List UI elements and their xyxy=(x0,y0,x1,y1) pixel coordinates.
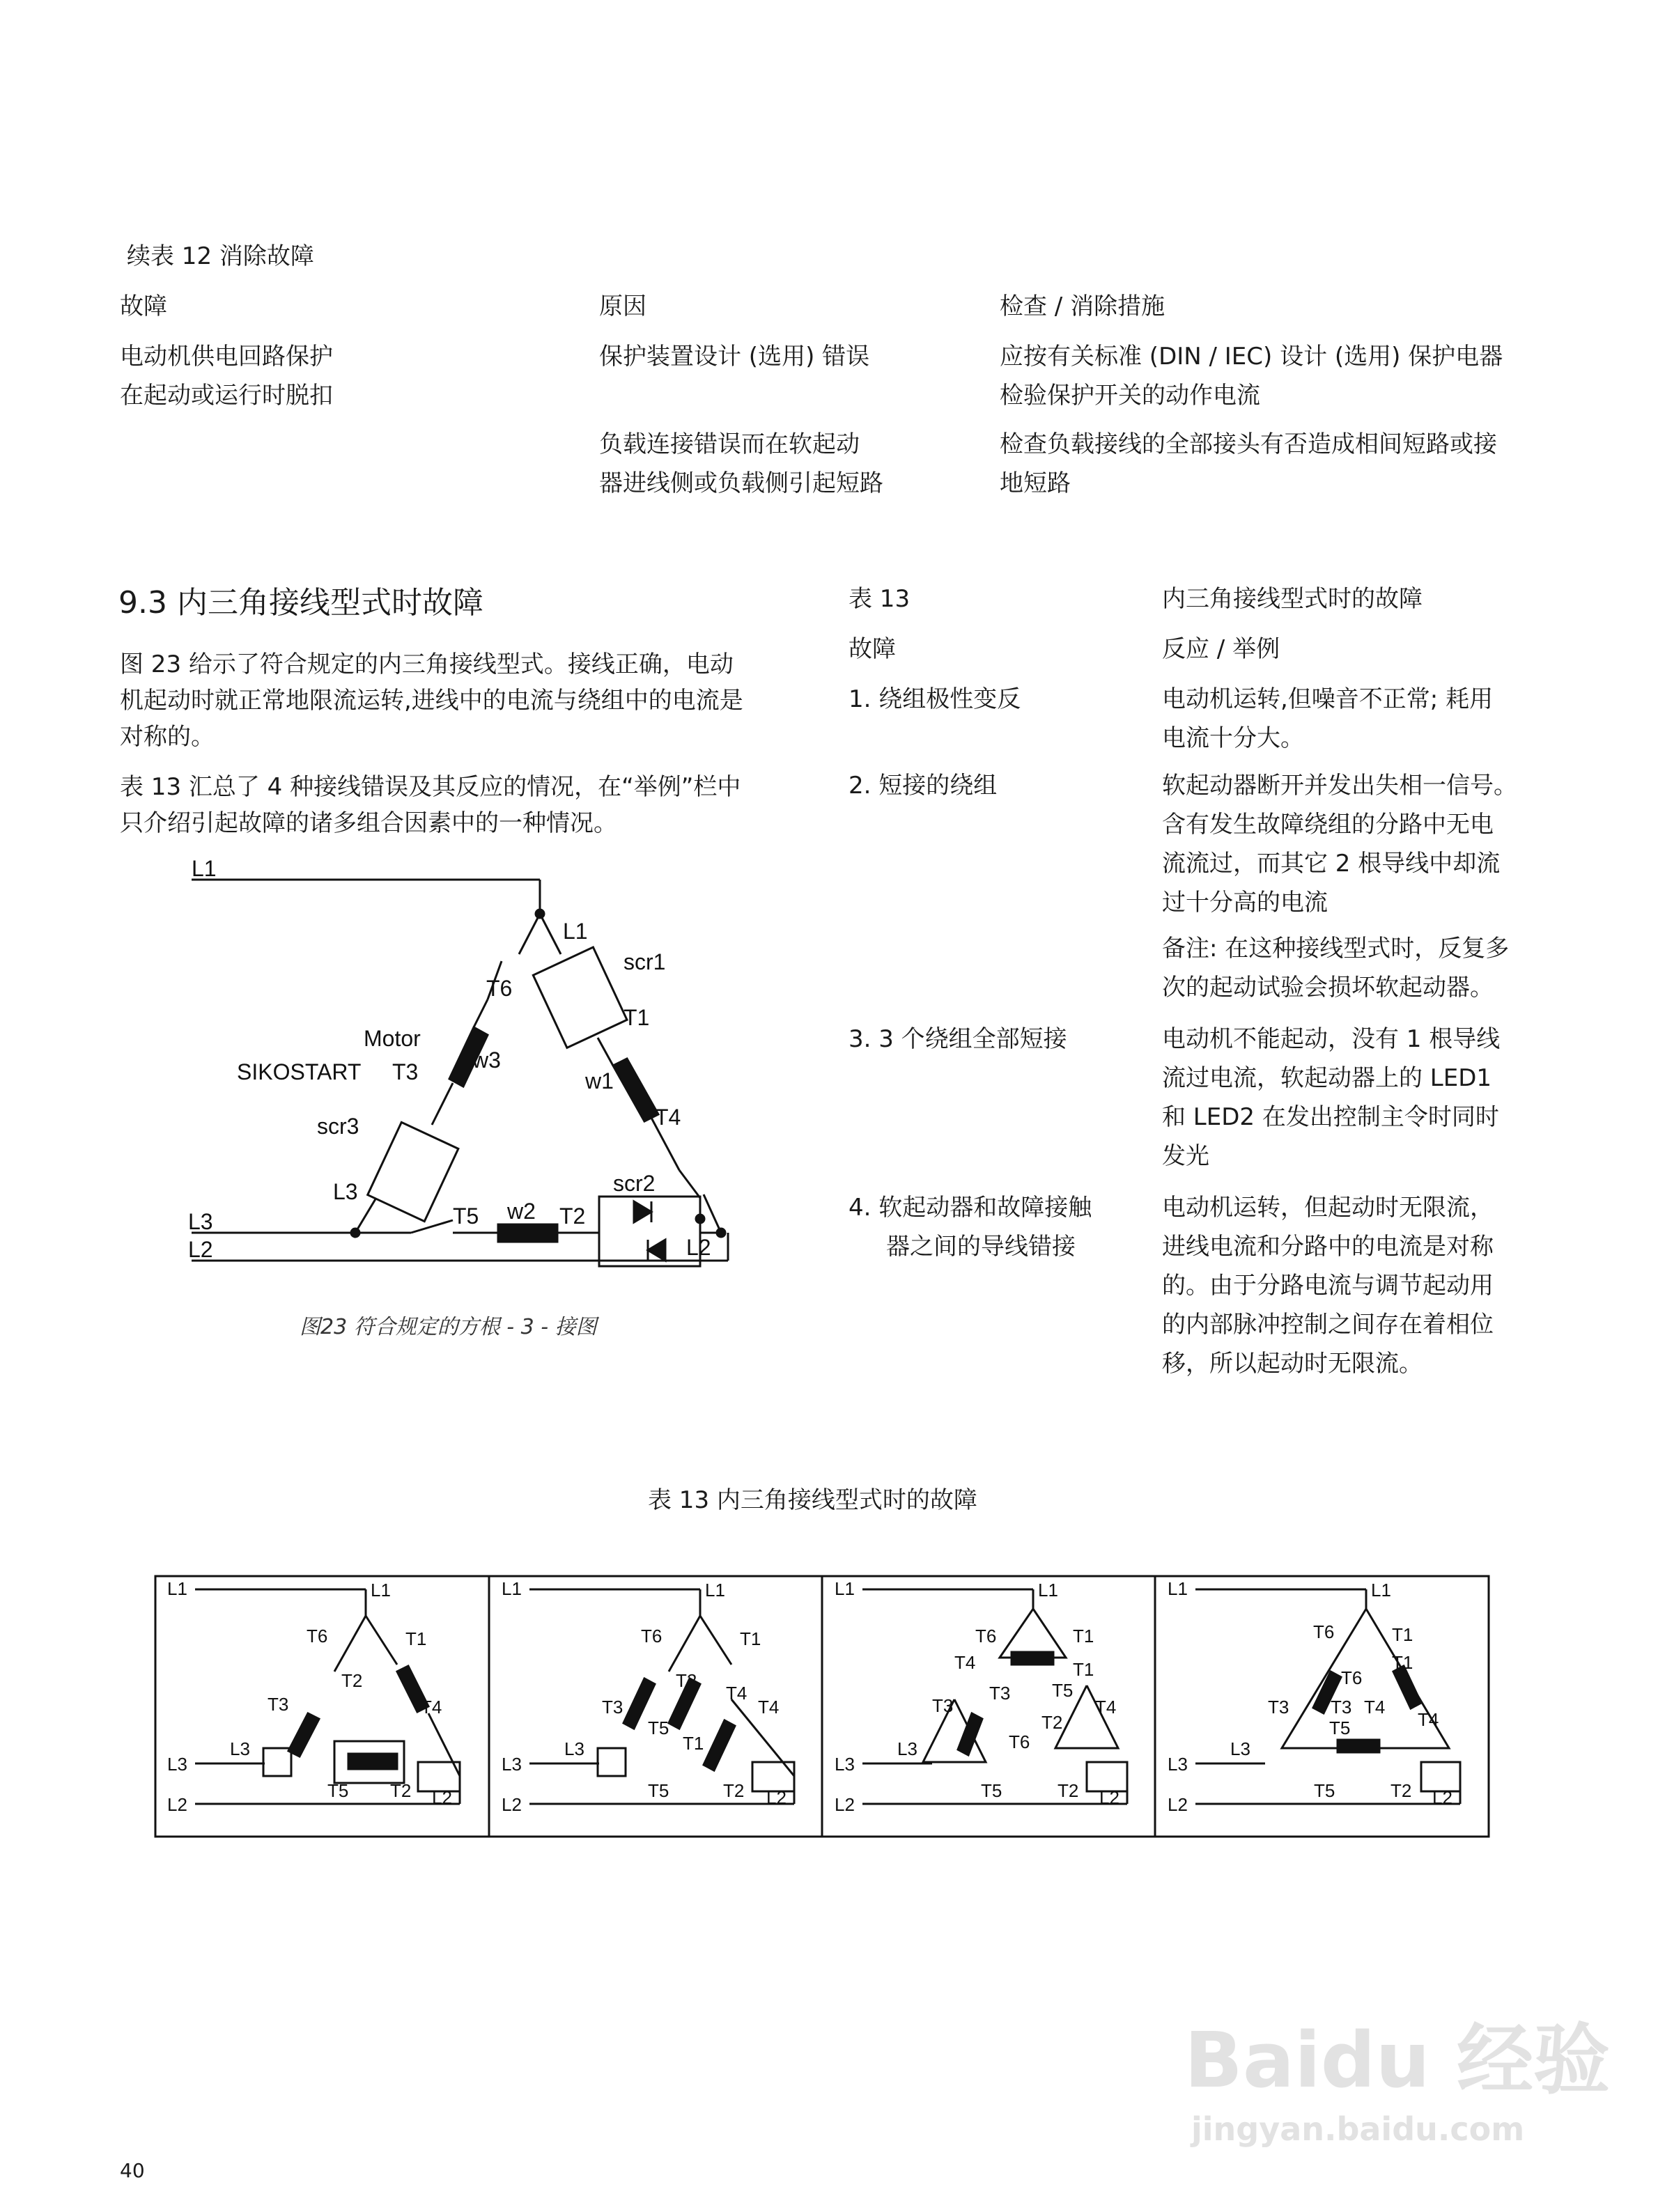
table13-title-right: 内三角接线型式时的故障 xyxy=(1162,585,1423,613)
svg-text:L3: L3 xyxy=(835,1754,855,1775)
bottom-figure-caption: 表 13 内三角接线型式时的故障 xyxy=(648,1486,977,1514)
fault-panel-1 xyxy=(167,1578,460,1815)
table13-row4-fault: 4. 软起动器和故障接触 器之间的导线错接 xyxy=(849,1194,1092,1261)
svg-text:T1: T1 xyxy=(740,1628,761,1649)
switch-T4 xyxy=(679,1170,700,1198)
svg-text:T1: T1 xyxy=(1392,1624,1413,1645)
page-number: 40 xyxy=(120,2159,145,2182)
svg-text:T6: T6 xyxy=(1341,1667,1363,1688)
thyristor-scr1 xyxy=(533,947,627,1047)
svg-text:T6: T6 xyxy=(307,1626,328,1646)
table12-row2-cause: 负载连接错误而在软起动 器进线侧或负载侧引起短路 xyxy=(599,430,883,497)
watermark-brand: Baidu 经验 xyxy=(1184,2016,1611,2105)
section-para2: 表 13 汇总了 4 种接线错误及其反应的情况，在“举例”栏中 只介绍引起故障的诸多组合因素中的一种情况。 xyxy=(120,773,741,837)
switch-T5 xyxy=(411,1220,453,1233)
table13-row2-fault: 2. 短接的绕组 xyxy=(849,772,998,800)
figure23-caption: 图23 符合规定的方根 - 3 - 接图 xyxy=(300,1315,597,1339)
svg-text:T4: T4 xyxy=(954,1652,976,1673)
fault-panel-3 xyxy=(835,1578,1127,1815)
svg-text:L2: L2 xyxy=(167,1794,187,1815)
table13-header-reaction: 反应 / 举例 xyxy=(1162,635,1280,663)
table13-row2-reaction: 软起动器断开并发出失相一信号。 含有发生故障绕组的分路中无电 流流过，而其它 2 根导线中却流 过十分高的电流 xyxy=(1162,772,1517,917)
svg-text:T5: T5 xyxy=(1314,1780,1335,1801)
svg-text:L3: L3 xyxy=(1168,1754,1188,1775)
svg-text:T5: T5 xyxy=(648,1780,669,1801)
table13-row2-note: 备注: 在这种接线型式时，反复多 次的起动试验会损坏软起动器。 xyxy=(1162,935,1510,1002)
svg-text:T1: T1 xyxy=(1392,1652,1413,1673)
svg-text:T2: T2 xyxy=(341,1670,363,1691)
svg-text:L3: L3 xyxy=(564,1738,584,1759)
svg-text:T5: T5 xyxy=(327,1780,349,1801)
table13-row3-fault: 3. 3 个绕组全部短接 xyxy=(849,1025,1067,1053)
svg-text:T1: T1 xyxy=(683,1733,704,1754)
svg-text:L1: L1 xyxy=(1038,1580,1058,1600)
winding-w2 xyxy=(498,1224,557,1242)
fig23-label-T4: T4 xyxy=(655,1105,681,1130)
svg-text:T3: T3 xyxy=(268,1694,289,1715)
svg-text:L2: L2 xyxy=(432,1787,452,1808)
svg-text:T1: T1 xyxy=(1073,1626,1094,1646)
svg-text:T6: T6 xyxy=(641,1626,663,1646)
fig23-label-L2-feed: L2 xyxy=(188,1237,213,1262)
table13-row3-reaction: 电动机不能起动，没有 1 根导线 流过电流，软起动器上的 LED1 和 LED2 在发出控制主令时同时 发光 xyxy=(1162,1025,1501,1170)
svg-text:T1: T1 xyxy=(405,1628,427,1649)
fig23-label-T1: T1 xyxy=(623,1005,650,1030)
svg-text:L1: L1 xyxy=(502,1578,522,1599)
fig23-label-motor: Motor xyxy=(364,1026,421,1051)
svg-text:T4: T4 xyxy=(758,1697,780,1718)
svg-text:L2: L2 xyxy=(502,1794,522,1815)
svg-text:T3: T3 xyxy=(602,1697,623,1718)
table13-row4-reaction: 电动机运转，但起动时无限流， 进线电流和分路中的电流是对称 的。由于分路电流与调节起动用 的内部脉冲控制之间存在着相位 移，所以起动时无限流。 xyxy=(1162,1194,1494,1378)
bottom-fault-figure xyxy=(153,1574,1491,1839)
svg-text:T5: T5 xyxy=(1052,1680,1074,1701)
fault-panel-2 xyxy=(502,1578,794,1815)
fig23-label-T3: T3 xyxy=(392,1059,419,1084)
svg-text:T2: T2 xyxy=(390,1780,412,1801)
fig23-label-L1-feed: L1 xyxy=(192,857,217,881)
svg-text:T2: T2 xyxy=(1041,1712,1063,1733)
table12-header-cause: 原因 xyxy=(599,293,646,320)
table13-title-left: 表 13 xyxy=(849,585,911,613)
fig23-label-scr2: scr2 xyxy=(613,1171,656,1196)
svg-text:T6: T6 xyxy=(1313,1621,1335,1642)
svg-text:T4: T4 xyxy=(1418,1709,1439,1730)
svg-text:T5: T5 xyxy=(981,1780,1002,1801)
svg-text:T3: T3 xyxy=(1331,1697,1352,1718)
svg-text:L3: L3 xyxy=(230,1738,250,1759)
svg-text:T5: T5 xyxy=(648,1718,669,1738)
fig23-label-scr1: scr1 xyxy=(623,949,666,974)
table12-header-fault: 故障 xyxy=(120,293,167,320)
svg-text:T4: T4 xyxy=(1364,1697,1386,1718)
svg-text:L2: L2 xyxy=(1099,1787,1119,1808)
svg-text:T6: T6 xyxy=(975,1626,997,1646)
watermark-url: jingyan.baidu.com xyxy=(1191,2110,1525,2148)
svg-text:T2: T2 xyxy=(1057,1780,1079,1801)
svg-text:L1: L1 xyxy=(1168,1578,1188,1599)
winding-w1 xyxy=(613,1059,658,1121)
svg-text:T2: T2 xyxy=(723,1780,745,1801)
svg-text:T5: T5 xyxy=(1329,1718,1351,1738)
fig23-label-T6: T6 xyxy=(486,976,513,1001)
svg-text:T2: T2 xyxy=(676,1670,697,1691)
table12-row1-fault: 电动机供电回路保护 在起动或运行时脱扣 xyxy=(120,343,333,410)
fig23-label-scr3: scr3 xyxy=(317,1114,359,1139)
svg-text:L2: L2 xyxy=(835,1794,855,1815)
fig23-label-w1: w1 xyxy=(585,1068,614,1093)
fig23-label-L1: L1 xyxy=(563,919,588,944)
thyristor-scr2 xyxy=(599,1197,700,1266)
figure23-circuit-diagram xyxy=(0,857,780,1302)
fig23-label-w3: w3 xyxy=(472,1047,501,1073)
table12-title: 续表 12 消除故障 xyxy=(127,242,314,270)
svg-text:L3: L3 xyxy=(897,1738,917,1759)
svg-text:T4: T4 xyxy=(421,1697,442,1718)
svg-text:T2: T2 xyxy=(1390,1780,1412,1801)
svg-text:T3: T3 xyxy=(989,1683,1011,1704)
table12-row1-action: 应按有关标准 (DIN / IEC) 设计 (选用) 保护电器 检验保护开关的动作电流 xyxy=(1000,343,1503,410)
svg-text:L2: L2 xyxy=(766,1787,787,1808)
fig23-label-T5: T5 xyxy=(453,1204,479,1229)
fig23-label-T2: T2 xyxy=(559,1204,586,1229)
fig23-label-L2: L2 xyxy=(686,1235,711,1260)
fig23-label-L3: L3 xyxy=(333,1179,358,1204)
fig23-label-L3-feed: L3 xyxy=(188,1209,213,1234)
table13-row1-reaction: 电动机运转,但噪音不正常; 耗用 电流十分大。 xyxy=(1162,685,1494,752)
svg-text:L1: L1 xyxy=(167,1578,187,1599)
table13-row1-fault: 1. 绕组极性变反 xyxy=(849,685,1021,713)
svg-text:L1: L1 xyxy=(835,1578,855,1599)
thyristor-scr3 xyxy=(368,1122,458,1221)
svg-text:T1: T1 xyxy=(1073,1659,1094,1680)
svg-text:L2: L2 xyxy=(1432,1787,1452,1808)
svg-text:T3: T3 xyxy=(932,1695,954,1716)
section-heading: 9.3 内三角接线型式时故障 xyxy=(118,585,483,621)
svg-text:T3: T3 xyxy=(1268,1697,1289,1718)
svg-text:L1: L1 xyxy=(705,1580,725,1600)
table13-header-fault: 故障 xyxy=(849,635,896,663)
fig23-label-w2: w2 xyxy=(507,1199,536,1224)
table12-header-action: 检查 / 消除措施 xyxy=(1000,293,1165,320)
table12-row1-cause: 保护装置设计 (选用) 错误 xyxy=(599,343,870,371)
svg-text:L3: L3 xyxy=(1230,1738,1250,1759)
fig23-label-sikostart: SIKOSTART xyxy=(237,1059,362,1084)
svg-text:L2: L2 xyxy=(1168,1794,1188,1815)
fault-panel-4 xyxy=(1168,1578,1460,1815)
section-para1: 图 23 给示了符合规定的内三角接线型式。接线正确，电动 机起动时就正常地限流运转,进线中的电流与绕组中的电流是 对称的。 xyxy=(120,651,743,751)
svg-text:L1: L1 xyxy=(1371,1580,1391,1600)
svg-text:L1: L1 xyxy=(371,1580,391,1600)
table12-row2-action: 检查负载接线的全部接头有否造成相间短路或接 地短路 xyxy=(1000,430,1497,497)
svg-text:L3: L3 xyxy=(167,1754,187,1775)
svg-text:T4: T4 xyxy=(726,1683,747,1704)
svg-text:T4: T4 xyxy=(1095,1697,1117,1718)
svg-text:L3: L3 xyxy=(502,1754,522,1775)
svg-text:T6: T6 xyxy=(1009,1731,1030,1752)
